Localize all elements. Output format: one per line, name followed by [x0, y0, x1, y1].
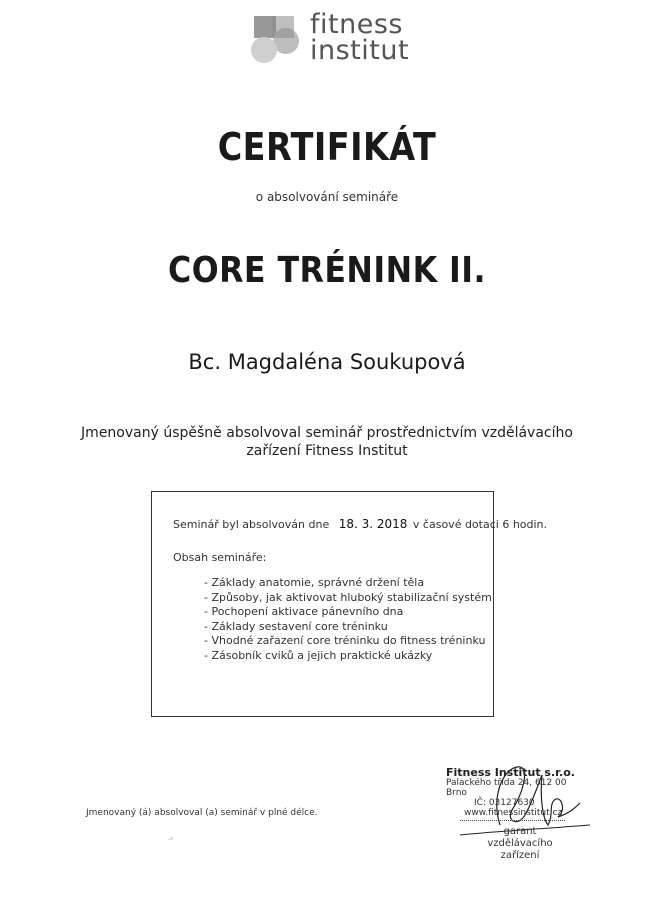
- attendance-note: Jmenovaný (á) absolvoval (a) seminář v plné délce.: [86, 808, 318, 818]
- stamp-address: Palackého třída 24, 612 00 Brno: [446, 778, 567, 798]
- stamp-web: www.fitnessinstitut.cz: [464, 808, 563, 818]
- contents-label: Obsah semináře:: [173, 551, 267, 564]
- page-mark: ·²: [168, 836, 174, 844]
- completion-date: 18. 3. 2018: [338, 517, 408, 531]
- topic-item: - Pochopení aktivace pánevního dna: [204, 605, 404, 618]
- seminar-details-box: [151, 491, 548, 717]
- guarantor-label: garant vzdělávacího zařízení: [487, 826, 553, 861]
- topic-item: - Základy anatomie, správné držení těla: [204, 576, 425, 589]
- topic-item: - Vhodné zařazení core tréninku do fitness tréninku: [204, 634, 486, 647]
- certificate-subtitle: o absolvování semináře: [255, 190, 399, 204]
- certificate-title: CERTIFIKÁT: [217, 125, 437, 169]
- topic-item: - Základy sestavení core tréninku: [204, 619, 388, 633]
- stamp-company: Fitness Institut s.r.o.: [446, 766, 575, 779]
- completion-statement: Jmenovaný úspěšně absolvoval seminář prostřednictvím vzdělávacího zařízení Fitness Institut: [81, 425, 573, 459]
- logo-mark-icon: [248, 14, 304, 66]
- logo-line-1: fitness: [310, 9, 403, 40]
- completion-suffix: v časové dotaci 6 hodin.: [412, 518, 548, 531]
- seminar-name: CORE TRÉNINK II.: [168, 250, 486, 291]
- topics-list: [204, 576, 492, 663]
- fitness-institut-logo: [248, 9, 448, 72]
- signature-line: [460, 820, 565, 821]
- topic-item: - Způsoby, jak aktivovat hluboký stabilizační systém: [204, 590, 492, 604]
- topic-item: - Zásobník cviků a jejich praktické ukázky: [204, 648, 433, 662]
- recipient-name: Bc. Magdaléna Soukupová: [188, 350, 466, 374]
- completion-line: [173, 517, 547, 531]
- logo-line-2: institut: [310, 35, 410, 66]
- stamp-ic: IČ: 03127630: [474, 798, 535, 808]
- completion-prefix: Seminář byl absolvován dne: [173, 518, 330, 531]
